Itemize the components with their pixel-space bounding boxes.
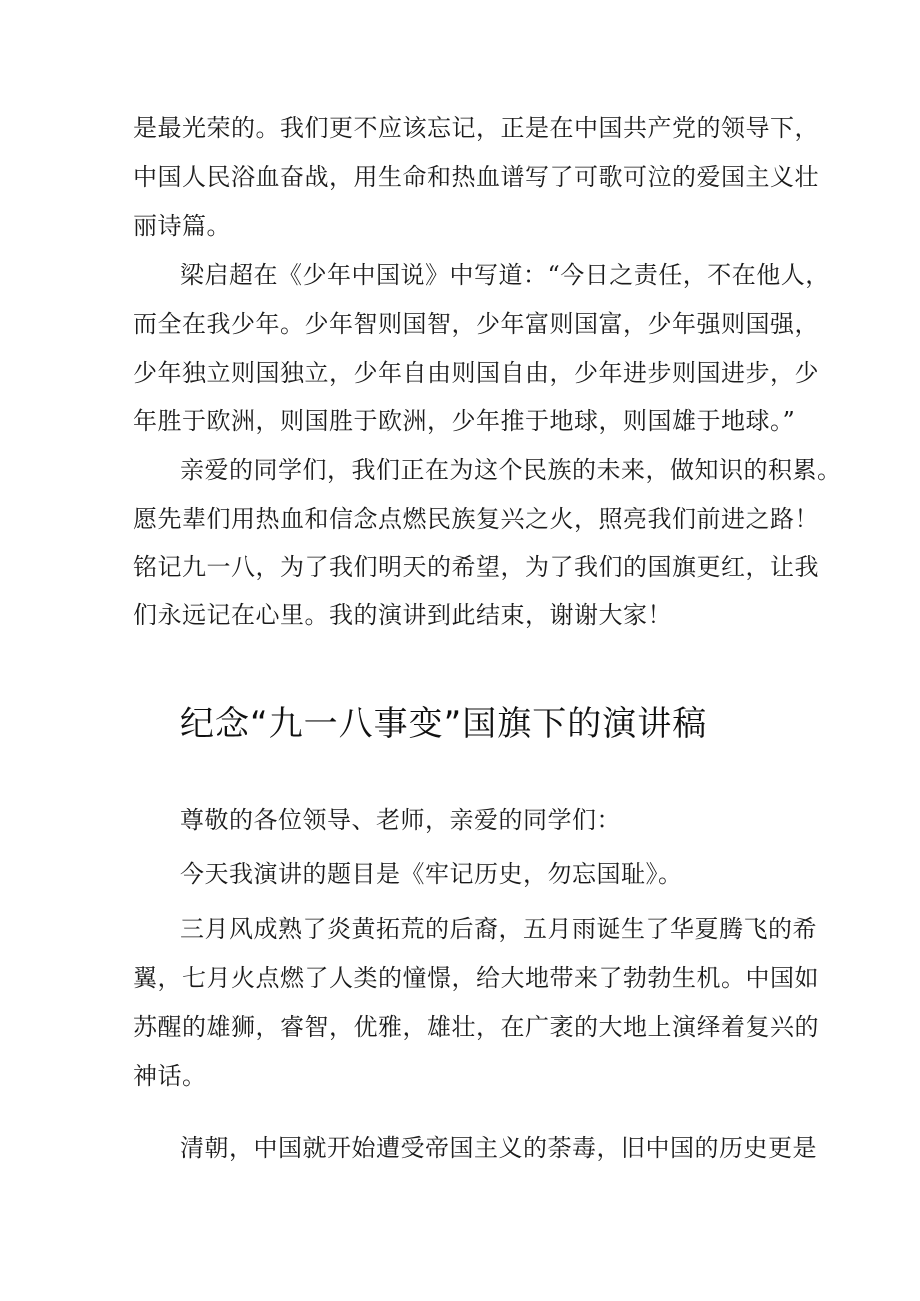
text-line: 三月风成熟了炎黄拓荒的后裔，五月雨诞生了华夏腾飞的希	[180, 915, 817, 943]
text-line: 而全在我少年。少年智则国智，少年富则国富，少年强则国强，	[133, 310, 819, 338]
text-line: 中国人民浴血奋战，用生命和热血谱写了可歌可泣的爱国主义壮	[133, 163, 819, 191]
text-line: 年胜于欧洲，则国胜于欧洲，少年推于地球，则国雄于地球。”	[133, 407, 796, 435]
text-line: 是最光荣的。我们更不应该忘记，正是在中国共产党的领导下，	[133, 114, 819, 142]
text-line: 亲爱的同学们，我们正在为这个民族的未来，做知识的积累。	[180, 456, 842, 484]
text-line: 们永远记在心里。我的演讲到此结束，谢谢大家！	[133, 601, 672, 629]
speech-title: 纪念“九一八事变”国旗下的演讲稿	[180, 704, 708, 744]
text-line: 清朝，中国就开始遭受帝国主义的荼毒，旧中国的历史更是	[180, 1134, 817, 1162]
text-line: 铭记九一八，为了我们明天的希望，为了我们的国旗更红，让我	[133, 553, 819, 581]
text-line: 丽诗篇。	[133, 212, 231, 240]
text-line: 少年独立则国独立，少年自由则国自由，少年进步则国进步，少	[133, 359, 819, 387]
text-line: 愿先辈们用热血和信念点燃民族复兴之火，照亮我们前进之路！	[133, 505, 819, 533]
text-line: 苏醒的雄狮，睿智，优雅，雄壮，在广袤的大地上演绎着复兴的	[133, 1013, 819, 1041]
text-line: 梁启超在《少年中国说》中写道：“今日之责任，不在他人，	[180, 261, 830, 289]
text-line: 翼，七月火点燃了人类的憧憬，给大地带来了勃勃生机。中国如	[133, 964, 819, 992]
speech-topic: 今天我演讲的题目是《牢记历史，勿忘国耻》。	[180, 860, 683, 888]
speech-greeting: 尊敬的各位领导、老师，亲爱的同学们：	[180, 806, 621, 834]
text-line: 神话。	[133, 1062, 207, 1090]
